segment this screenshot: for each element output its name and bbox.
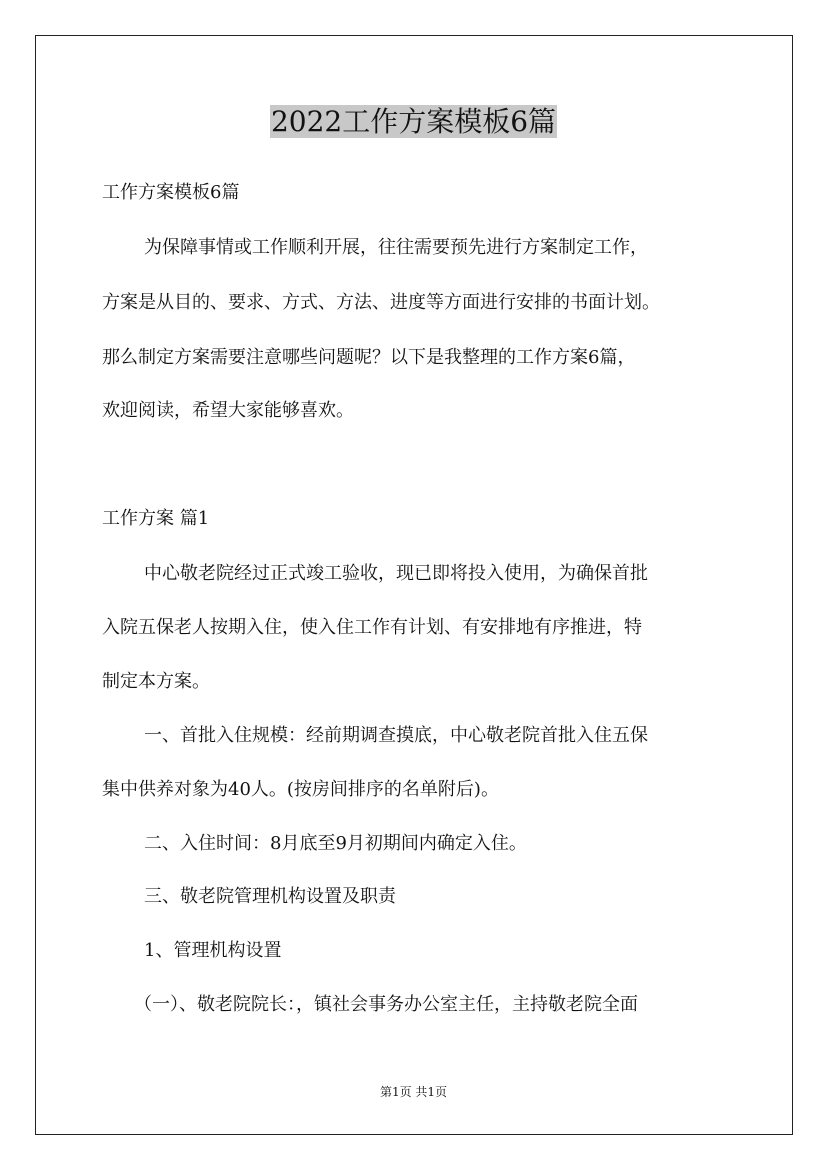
paragraph-line: 入院五保老人按期入住，使入住工作有计划、有安排地有序推进，特	[102, 617, 642, 638]
paragraph-line: 制定本方案。	[102, 671, 210, 692]
section-heading: 工作方案 篇1	[102, 508, 210, 529]
paragraph-line: 1、管理机构设置	[144, 940, 282, 961]
paragraph-line: 集中供养对象为40人。(按房间排序的名单附后)。	[102, 779, 499, 800]
paragraph-line: 三、敬老院管理机构设置及职责	[144, 886, 396, 907]
paragraph-line: 欢迎阅读，希望大家能够喜欢。	[102, 400, 354, 421]
document-title	[0, 104, 827, 140]
paragraph-line: 一、首批入住规模：经前期调查摸底，中心敬老院首批入住五保	[144, 725, 648, 746]
paragraph-line: （一）、敬老院院长：，镇社会事务办公室主任，主持敬老院全面	[134, 994, 638, 1015]
section-heading: 工作方案模板6篇	[102, 182, 240, 203]
paragraph-line: 二、入住时间：8月底至9月初期间内确定入住。	[144, 833, 527, 854]
paragraph-line: 方案是从目的、要求、方式、方法、进度等方面进行安排的书面计划。	[102, 292, 660, 313]
document-title-text: 2022工作方案模板6篇	[270, 105, 557, 138]
paragraph-line: 为保障事情或工作顺利开展，往往需要预先进行方案制定工作，	[144, 237, 648, 258]
paragraph-line: 中心敬老院经过正式竣工验收，现已即将投入使用，为确保首批	[144, 563, 648, 584]
paragraph-line: 那么制定方案需要注意哪些问题呢？以下是我整理的工作方案6篇，	[102, 347, 636, 368]
page-footer: 第1页 共1页	[379, 1085, 448, 1099]
